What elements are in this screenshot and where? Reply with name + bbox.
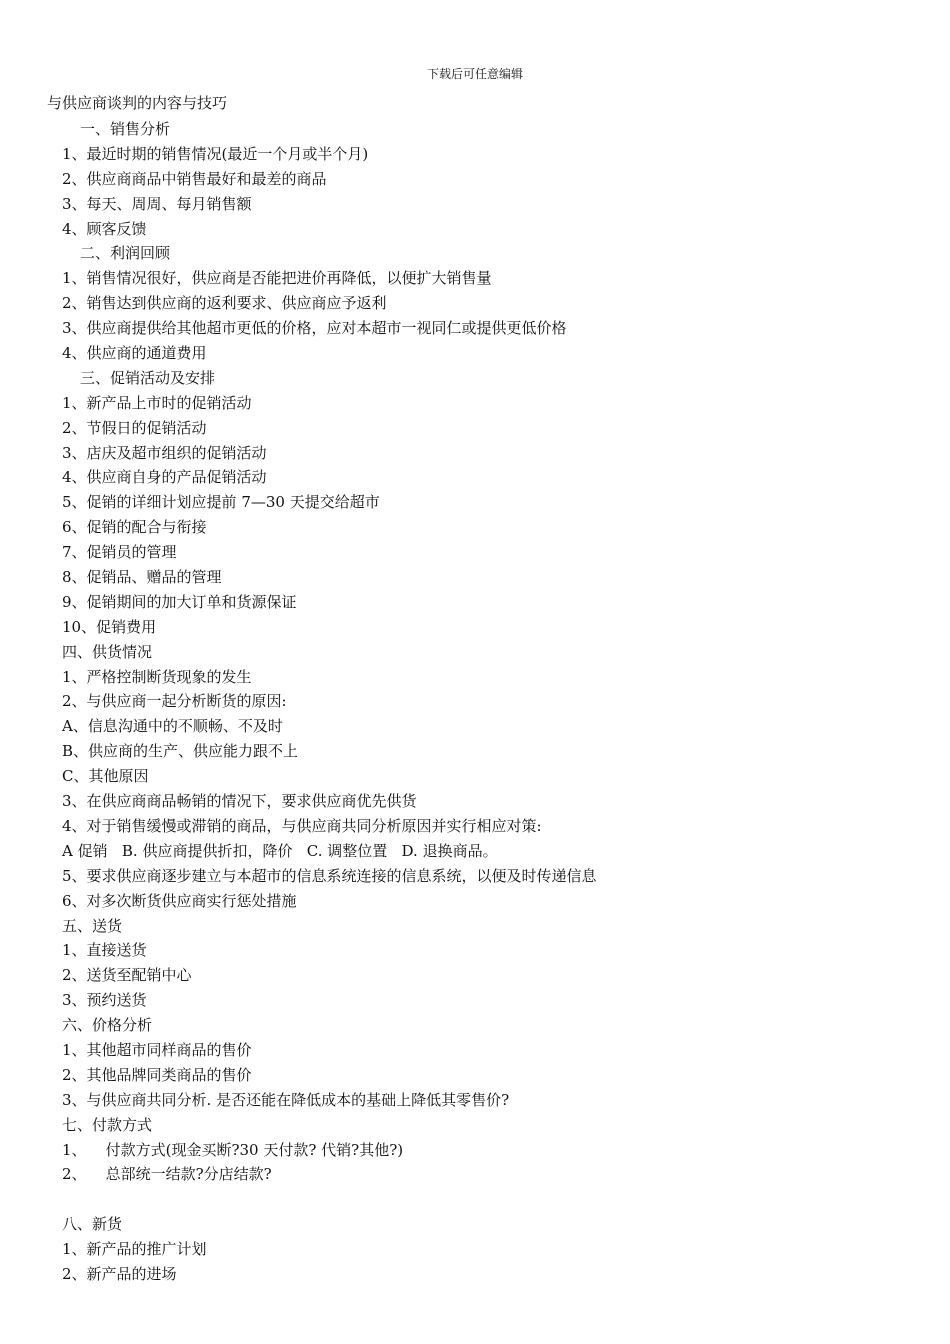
text-line: 六、价格分析 (62, 1016, 153, 1035)
text-line: A、信息沟通中的不顺畅、不及时 (62, 717, 283, 736)
text-line: 4、对于销售缓慢或滞销的商品，与供应商共同分析原因并实行相应对策: (62, 816, 542, 835)
text-line: 5、要求供应商逐步建立与本超市的信息系统连接的信息系统，以便及时传递信息 (62, 866, 597, 885)
text-line: 1、直接送货 (62, 941, 147, 960)
text-line: 4、供应商自身的产品促销活动 (62, 468, 267, 487)
text-line: 3、每天、周周、每月销售额 (62, 194, 252, 213)
text-line: 一、销售分析 (80, 120, 171, 138)
text-line: 七、付款方式 (62, 1115, 153, 1134)
text-line: 1、新产品上市时的促销活动 (62, 393, 252, 412)
text-line: A 促销 B. 供应商提供折扣，降价 C. 调整位置 D. 退换商品。 (62, 841, 498, 860)
text-line: 二、利润回顾 (80, 244, 171, 263)
text-line: 1、销售情况很好，供应商是否能把进价再降低，以便扩大销售量 (62, 269, 492, 288)
document-body (0, 117, 950, 1287)
document-title: 与供应商谈判的内容与技巧 (47, 94, 228, 112)
text-line: 1、其他超市同样商品的售价 (62, 1040, 252, 1059)
text-line: 2、送货至配销中心 (62, 966, 192, 985)
text-line: 4、顾客反馈 (62, 219, 147, 238)
text-line: 3、在供应商商品畅销的情况下，要求供应商优先供货 (62, 792, 417, 811)
text-line: 3、预约送货 (62, 991, 147, 1010)
text-line: 6、促销的配合与衔接 (62, 518, 207, 537)
text-line: 1、 付款方式(现金买断?30 天付款? 代销?其他?) (62, 1140, 404, 1159)
text-line: 三、促销活动及安排 (80, 368, 216, 387)
text-line: 8、促销品、赠品的管理 (62, 568, 222, 587)
text-line: 1、严格控制断货现象的发生 (62, 667, 252, 686)
text-line: 3、与供应商共同分析. 是否还能在降低成本的基础上降低其零售价? (62, 1090, 510, 1109)
text-line: 1、新产品的推广计划 (62, 1240, 207, 1259)
text-line: 2、 总部统一结款?分店结款? (62, 1165, 272, 1184)
text-line: 3、供应商提供给其他超市更低的价格，应对本超市一视同仁或提供更低价格 (62, 319, 567, 338)
text-line: 4、供应商的通道费用 (62, 344, 207, 363)
text-line: 五、送货 (62, 916, 123, 935)
text-line: 2、供应商商品中销售最好和最差的商品 (62, 169, 327, 188)
text-line: 八、新货 (62, 1215, 123, 1234)
text-line: 7、促销员的管理 (62, 543, 177, 562)
text-line: 3、店庆及超市组织的促销活动 (62, 443, 267, 462)
text-line: 1、最近时期的销售情况(最近一个月或半个月) (62, 144, 369, 163)
page-header-note: 下载后可任意编辑 (426, 67, 523, 81)
text-line: C、其他原因 (62, 767, 149, 786)
text-line: 9、促销期间的加大订单和货源保证 (62, 592, 297, 611)
text-line: 2、其他品牌同类商品的售价 (62, 1065, 252, 1084)
text-line: 2、与供应商一起分析断货的原因: (62, 692, 287, 711)
text-line: 2、节假日的促销活动 (62, 418, 207, 437)
text-line: 10、促销费用 (62, 617, 157, 636)
text-line: B、供应商的生产、供应能力跟不上 (62, 742, 299, 761)
text-line: 2、销售达到供应商的返利要求、供应商应予返利 (62, 294, 387, 313)
text-line: 5、促销的详细计划应提前 7—30 天提交给超市 (62, 493, 380, 512)
text-line: 2、新产品的进场 (62, 1264, 177, 1283)
text-line: 四、供货情况 (62, 642, 153, 661)
text-line: 6、对多次断货供应商实行惩处措施 (62, 891, 297, 910)
blank-line (0, 1187, 950, 1212)
